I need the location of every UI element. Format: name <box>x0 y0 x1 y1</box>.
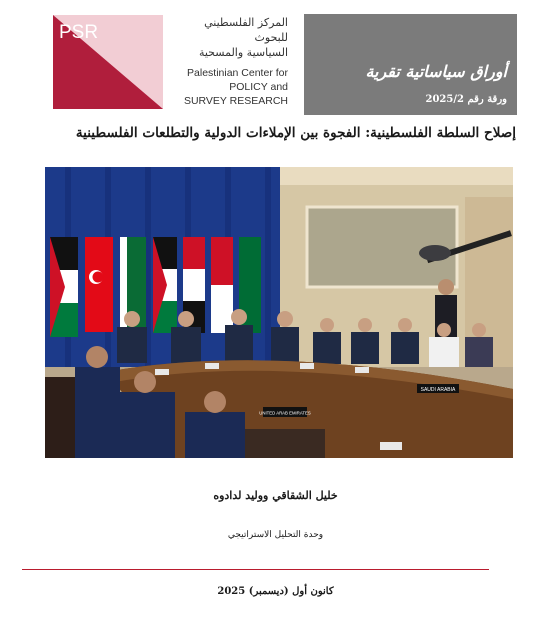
org-name-ar-line: للبحوث <box>254 31 288 44</box>
org-name-ar-line: المركز الفلسطيني <box>204 16 288 29</box>
org-name-en-line: SURVEY RESEARCH <box>183 95 288 107</box>
series-title: أوراق سياساتية تقرية <box>365 62 507 81</box>
placard-text: UNITED ARAB EMIRATES <box>259 410 311 416</box>
divider <box>22 569 489 570</box>
series-banner <box>304 14 517 115</box>
series-number: ورقة رقم 2025/2 <box>425 94 507 105</box>
cover-photo <box>45 167 513 458</box>
psr-logo <box>53 15 163 109</box>
org-name-en-line: POLICY and <box>229 81 288 93</box>
publication-date: كانون أول (ديسمبر) 2025 <box>217 586 334 597</box>
logo-text: PSR <box>59 22 99 43</box>
unit-name: وحدة التحليل الاستراتيجي <box>227 530 324 540</box>
placard-text: SAUDI ARABIA <box>420 387 456 393</box>
authors: خليل الشقاقي ووليد لدادوه <box>213 489 338 502</box>
organization-name-arabic <box>170 15 288 60</box>
organization-name-english <box>170 66 288 108</box>
org-name-ar-line: السياسية والمسحية <box>198 46 288 59</box>
org-name-en-line: Palestinian Center for <box>187 67 288 79</box>
document-title: إصلاح السلطة الفلسطينية: الفجوة بين الإملاءات الدولية والتطلعات الفلسطينية <box>75 125 516 141</box>
